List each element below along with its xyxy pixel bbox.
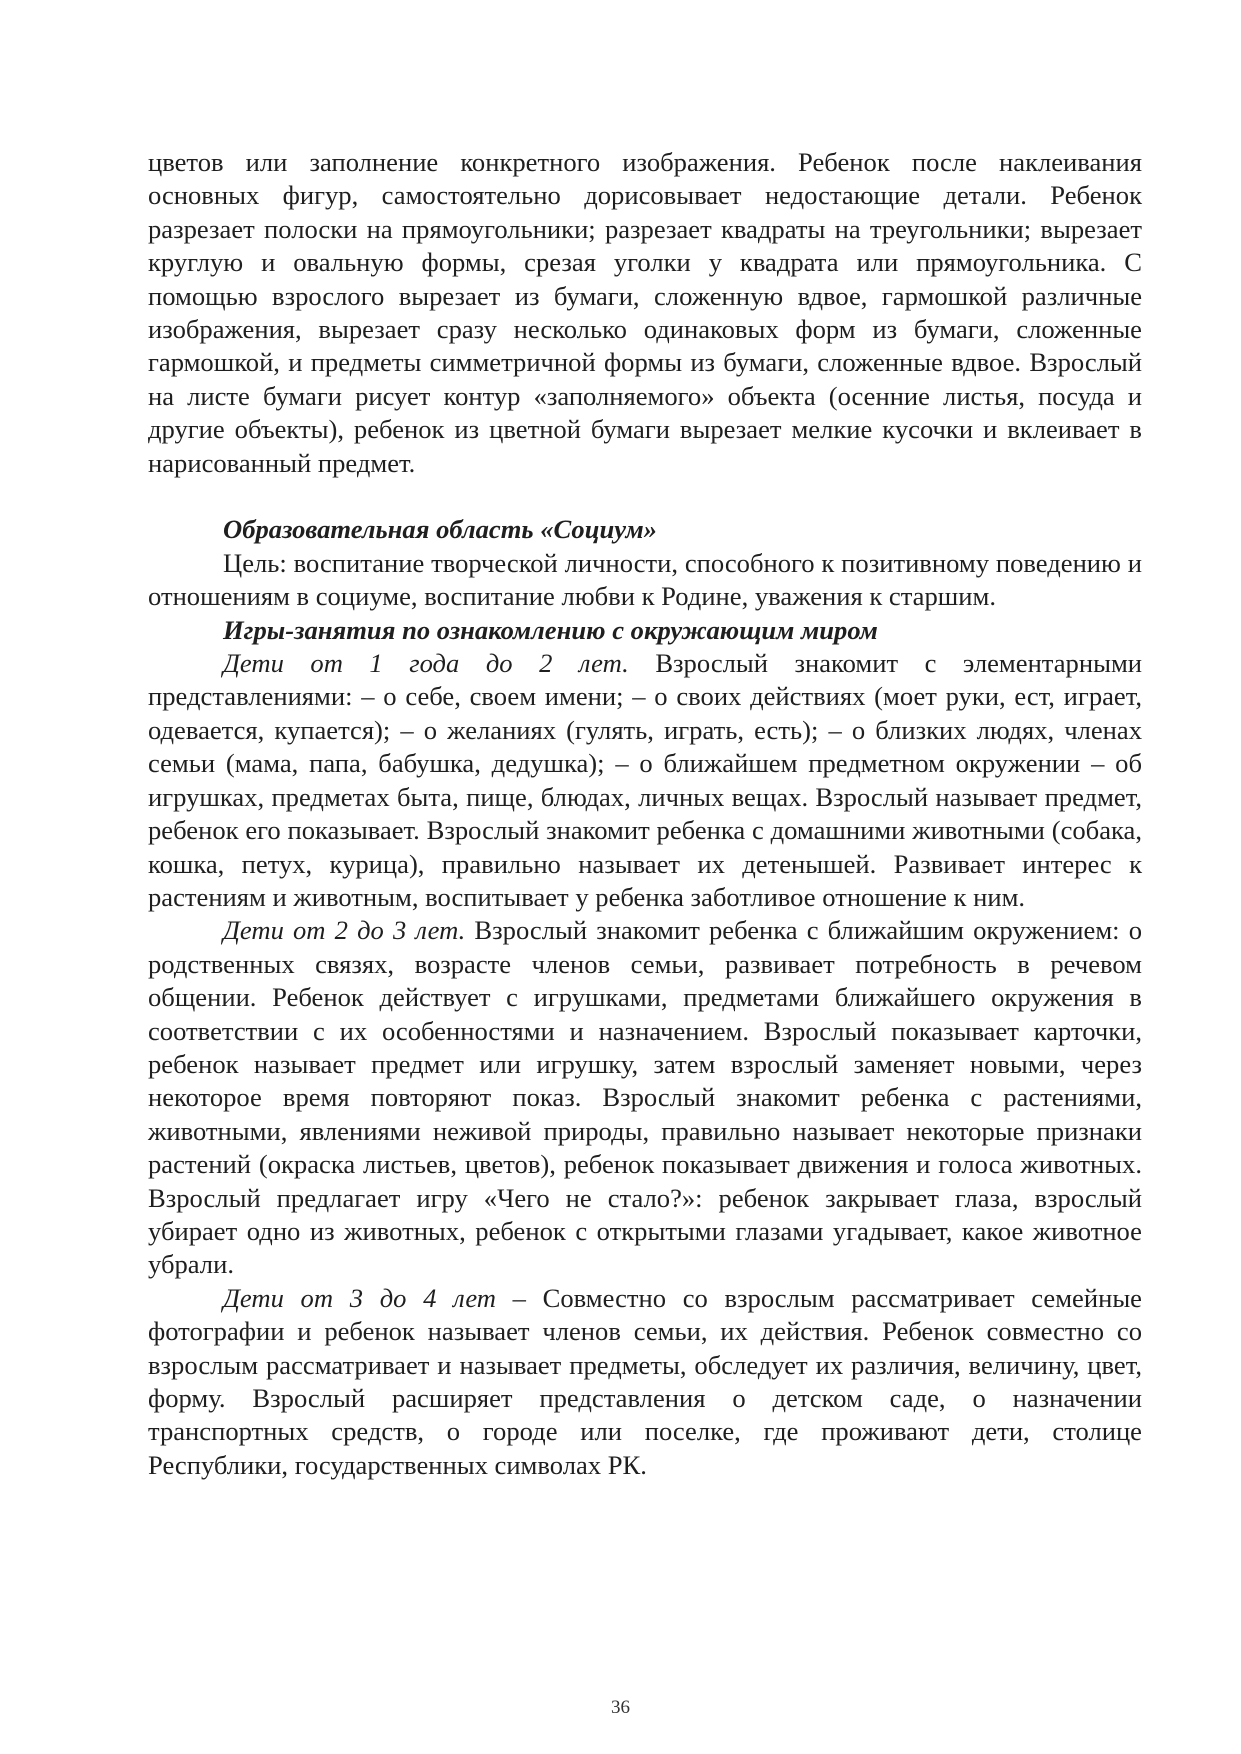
section-title: Образовательная область «Социум» [223, 514, 657, 545]
age-label: Дети от 2 до 3 лет. [223, 915, 466, 946]
intro-paragraph: цветов или заполнение конкретного изображения. Ребенок после наклеивания основных фигур, самостоятельно дорисовывает недостающие детали. Ребенок разрезает полоски на прямоугольники; разрезает квадраты на треугольники; вырезает круглую и овальную формы, срезая уголки у квадрата или прямоугольника. С помощью взрослого вырезает из бумаги, сложенную вдвое, гармошкой различные изображения, вырезает сразу несколько одинаковых форм из бумаги, сложенные гармошкой, и предметы симметричной формы из бумаги, сложенные вдвое. Взрослый на листе бумаги рисует контур «заполняемого» объекта (осенние листья, посуда и другие объекты), ребенок из цветной бумаги вырезает мелкие кусочки и вклеивает в нарисованный предмет. [148, 147, 1142, 478]
age-label: Дети от 1 года до 2 лет. [223, 648, 629, 679]
age-text: Взрослый знакомит с элементарными представлениями: – о себе, своем имени; – о своих действиях (моет руки, ест, играет, одевается, купается); – о желаниях (гулять, играть, есть); – о близких людях, членах семьи (мама, папа, бабушка, дедушка); – о ближайшем предметном окружении – об игрушках, предметах быта, пище, блюдах, личных вещах. Взрослый называет предмет, ребенок его показывает. Взрослый знакомит ребенка с домашними животными (собака, кошка, петух, курица), правильно называет их детенышей. Развивает интерес к растениям и животным, воспитывает у ребенка заботливое отношение к ним. [148, 648, 1143, 912]
spacer [148, 480, 1142, 513]
age-paragraph-2-3 [148, 914, 1142, 1281]
page-body [148, 146, 1142, 1482]
age-label: Дети от 3 до 4 лет [223, 1282, 496, 1313]
age-text: – Совместно со взрослым рассматривает семейные фотографии и ребенок называет членов семьи, их действия. Ребенок совместно со взрослым рассматривает и называет предметы, обследует их различия, величину, цвет, форму. Взрослый расширяет представления о детском саде, о назначении транспортных средств, о городе или поселке, где проживают дети, столице Республики, государственных символах РК. [148, 1282, 1142, 1480]
subsection-title: Игры-занятия по ознакомлению с окружающим миром [223, 614, 878, 645]
age-paragraph-1-2 [148, 647, 1142, 914]
goal-paragraph: Цель: воспитание творческой личности, способного к позитивному поведению и отношениям в социуме, воспитание любви к Родине, уважения к старшим. [148, 547, 1142, 612]
age-text: Взрослый знакомит ребенка с ближайшим окружением: о родственных связях, возрасте членов семьи, развивает потребность в речевом общении. Ребенок действует с игрушками, предметами ближайшего окружения в соответствии с их особенностями и назначением. Взрослый показывает карточки, ребенок называет предмет или игрушку, затем взрослый заменяет новыми, через некоторое время повторяют показ. Взрослый знакомит ребенка с растениями, животными, явлениями неживой природы, правильно называет некоторые признаки растений (окраска листьев, цветов), ребенок показывает движения и голоса животных. Взрослый предлагает игру «Чего не стало?»: ребенок закрывает глаза, взрослый убирает одно из животных, ребенок с открытыми глазами угадывает, какое животное убрали. [148, 915, 1142, 1280]
page-number: 36 [611, 1697, 630, 1718]
age-paragraph-3-4 [148, 1282, 1142, 1482]
